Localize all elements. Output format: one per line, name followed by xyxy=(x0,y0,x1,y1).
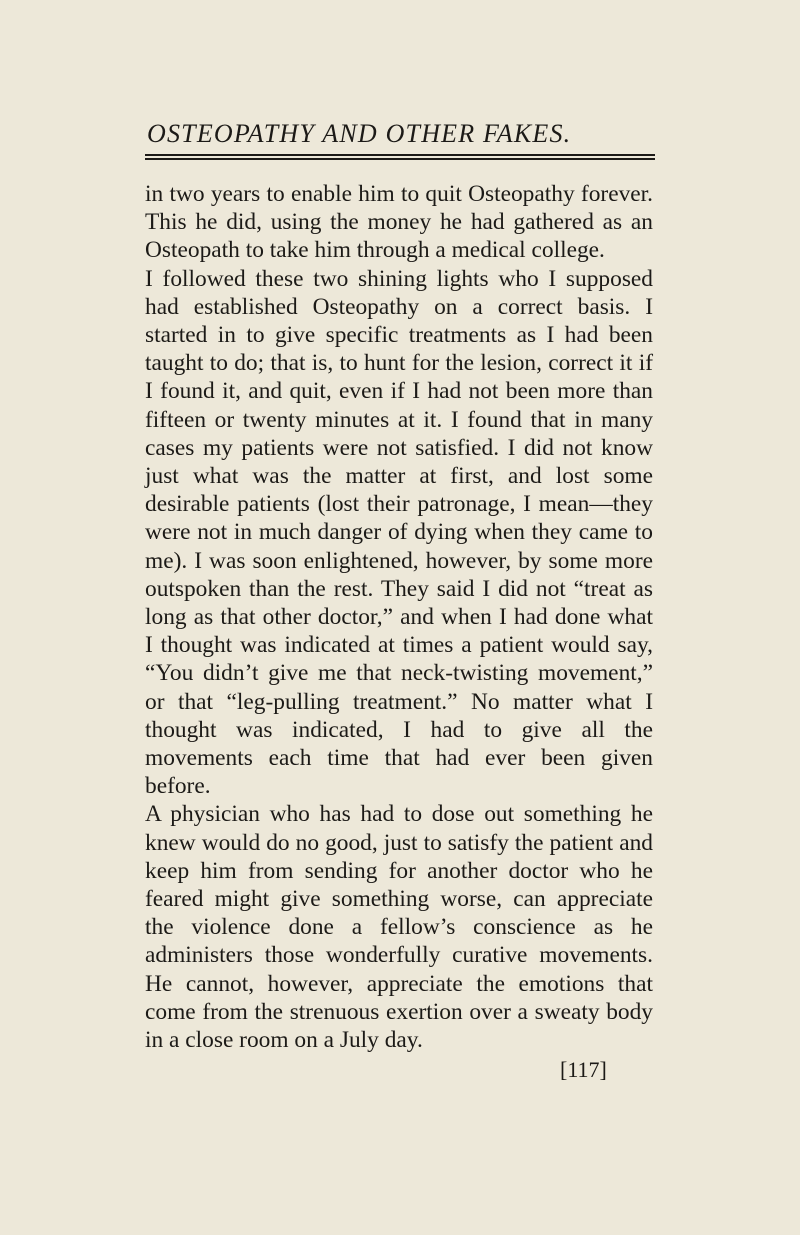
running-header-title: OSTEOPATHY AND OTHER FAKES. xyxy=(147,119,572,148)
header-rule-top xyxy=(145,154,655,156)
body-text xyxy=(145,180,653,1054)
paragraph-1: in two years to enable him to quit Osteopathy forever. This he did, using the money he had gathered as an Osteopath to take him through a medical college. xyxy=(145,181,653,264)
paragraph-2: I followed these two shining lights who I supposed had established Osteopathy on a correct basis. I started in to give specific treatments as I had been taught to do; that is, to hunt for the lesion, correct it if I found it, and quit, even if I had not been more than fifteen or twenty minutes at it. I found that in many cases my patients were not satisfied. I did not know just what was the matter at first, and lost some desirable patients (lost their patronage, I mean—they were not in much danger of dying when they came to me). I was soon enlightened, however, by some more outspoken than the rest. They said I did not “treat as long as that other doctor,” and when I had done what I thought was indicated at times a patient would say, “You didn’t give me that neck-twisting movement,” or that “leg-pulling treatment.” No matter what I thought was indicated, I had to give all the movements each time that had ever been given before. xyxy=(145,265,653,800)
paragraph-3: A physician who has had to dose out something he knew would do no good, just to satisfy the patient and keep him from sending for another doctor who he feared might give something worse, can appreciate the violence done a fellow’s conscience as he administers those wonderfully curative movements. He cannot, however, appreciate the emotions that come from the strenuous exertion over a sweaty body in a close room on a July day. xyxy=(145,801,653,1054)
page-number: [117] xyxy=(560,1057,607,1082)
header-rule-bottom xyxy=(145,158,655,160)
